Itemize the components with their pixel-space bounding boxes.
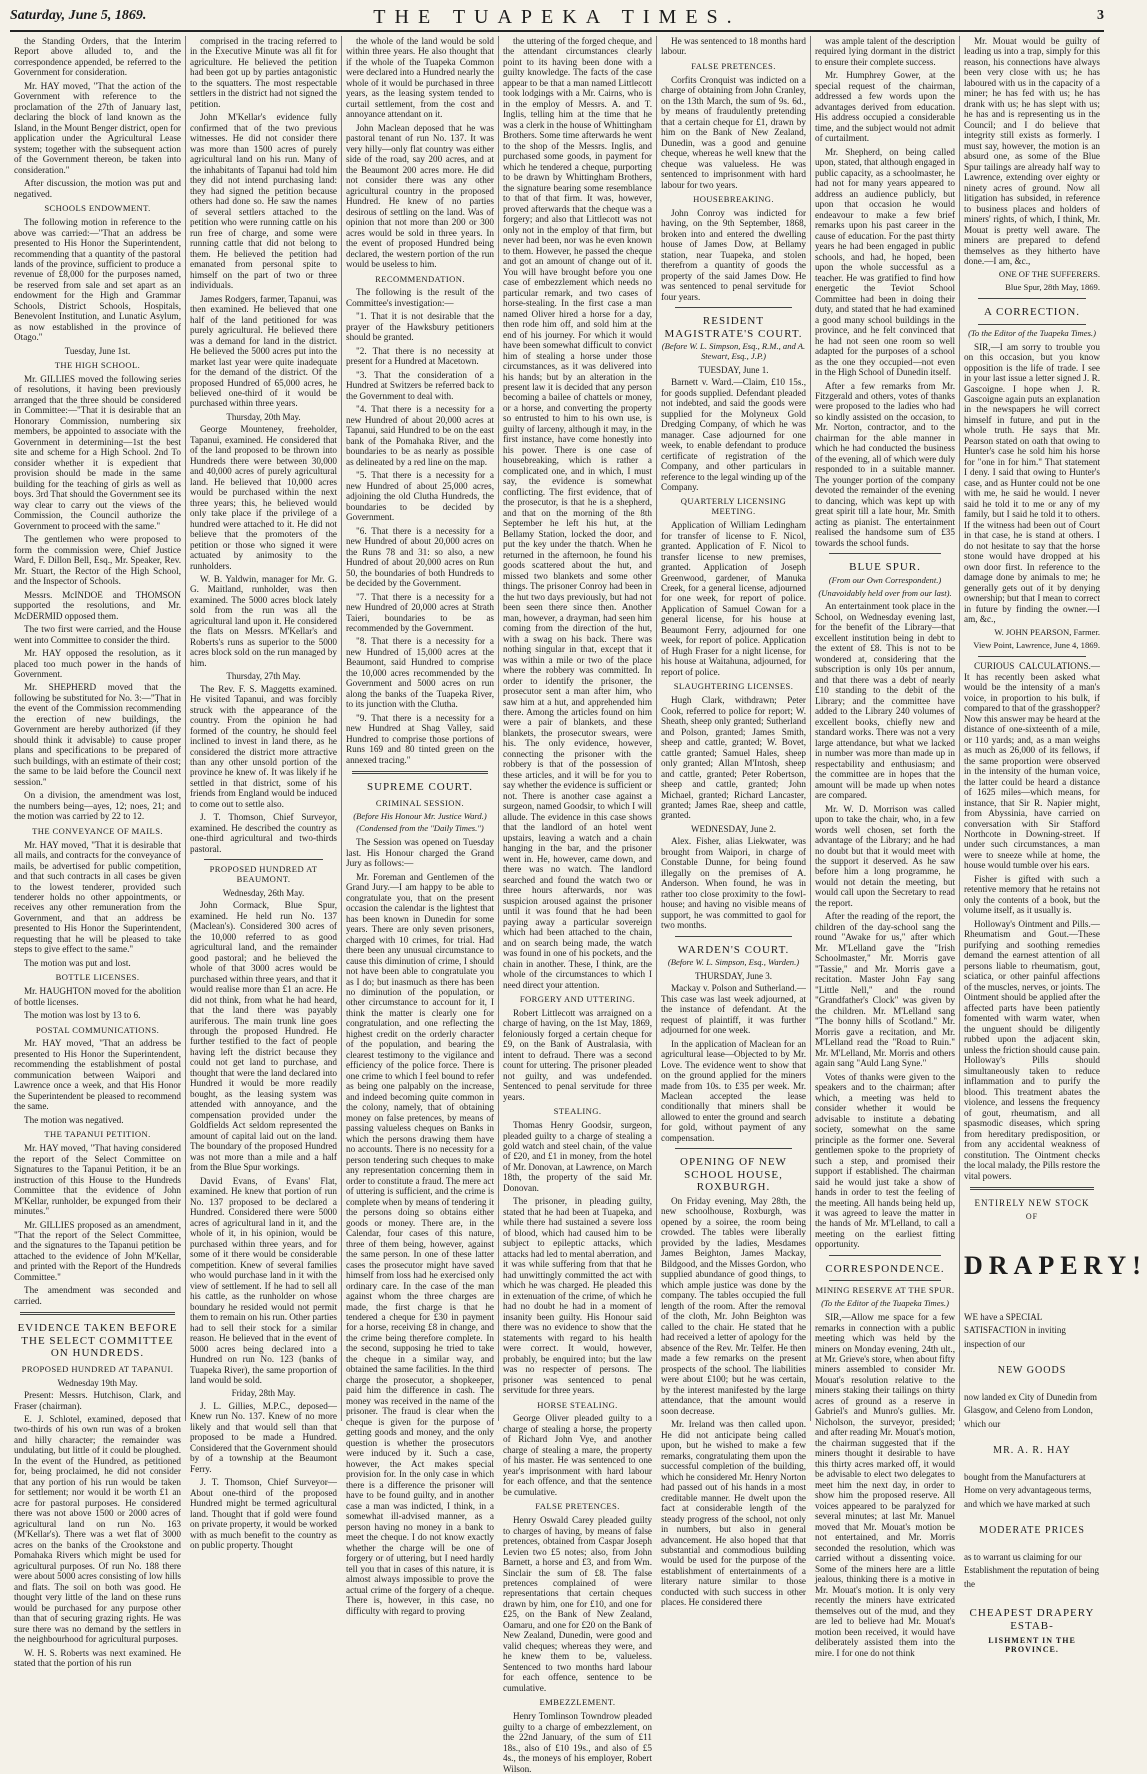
divider [675, 1148, 792, 1149]
divider [978, 324, 1086, 325]
article-paragraph: James Rodgers, farmer, Tapanui, was then examined. He believed that one half of the land petitioned for was purely agricultural. He believed there was a demand for land in the district. He believed the 5000 acres put into the market last year were quite inadequate for the demand of the district. Of the proposed Hundred of 65,000 acres, he believed one-third of it would be purchased within three years. [190, 293, 337, 409]
byline-note: (To the Editor of the Tuapeka Times.) [821, 1298, 949, 1309]
divider [829, 1280, 941, 1281]
drapery-advertisement [964, 1197, 1147, 1655]
article-paragraph: An entertainment took place in the School, on Wednesday evening last, for the benefit of the Library—that excellent institution being in debt to the extent of £8. This is not to be wondered at, considering that the subscription is only 10s per annum, and that there was a debt of nearly £10 standing to the debit of the Library; and the committee have added to the Library 240 volumes of excellent books, chiefly new and standard works. There was not a very large attendance, but what we lacked in number was more than made up in respectability and enthusiasm; and the committee are in hopes that the amount will be made up when notes are compared. [815, 601, 955, 801]
article-paragraph: The gentlemen who were proposed to form the commission were, Chief Justice Ward, F. Dillon Bell, Esq., Mr. Speaker, Rev. Mr. Stuart, the Rector of the High School, and the Inspector of Schools. [14, 534, 181, 587]
article-paragraph: Alex. Fisher, alias Liekwater, was brought from Waipori, in charge of Constable Dunne, for being found illegally on the premises of A. Anderson. When found, he was in rather too close proximity to the fowl-house; and having no visible means of support, he was committed to gaol for two months. [661, 836, 806, 931]
article-paragraph: Henry Oswald Carey pleaded guilty to charges of having, by means of false pretences, obtained from Caspar Joseph Levien two £5 notes; also, from John Barnett, a horse and £3, and from Wm. Sinclair the sum of £8. The false pretences complained of were representations that certain cheques drawn by him, one for £10, and one for £25, on the Bank of New Zealand, Oamaru, and one for £20 on the Bank of New Zealand, Dunedin, were good and valid cheques; whereas they were, and he knew them to be, valueless. Sentenced to two months hard labour for each offence, sentence to be cumulative. [503, 1515, 652, 1693]
article-paragraph: George Mounteney, freeholder, Tapanui, examined. He considered that of the land proposed to be thrown into Hundreds there were between 30,000 and 40,000 acres of purely agricultural land. He believed that 10,000 acres would be purchased within the next three years; this, he believed would only take place if the privilege of a hundred were attached to it. He did not believe that the promoters of the petition or those who signed it were actuated by animosity to the runholders. [190, 424, 337, 571]
article-paragraph: Barnett v. Ward.—Claim, £10 15s., for goods supplied. Defendant pleaded not indebted, and said the goods were supplied for the Molyneux Gold Dredging Company, of which he was manager. Case adjourned for one week, to enable defendant to produce certificate of registration of the Company, and other particulars in reference to the legal winding up of the Company. [661, 377, 806, 492]
section-subheading: MINING RESERVE AT THE SPUR. [815, 1285, 955, 1296]
ad-heading: OF [1025, 1212, 1039, 1222]
ad-heading: ENTIRELY NEW STOCK [974, 1197, 1090, 1208]
byline-note: (Before W. L. Simpson, Esq., R.M., and A. Stewart, Esq., J.P.) [661, 341, 806, 362]
article-paragraph: W. H. S. Roberts was next examined. He stated that the portion of his run [14, 1647, 181, 1669]
column-6 [810, 36, 959, 1658]
article-paragraph: "2. That there is no necessity at present for a Hundred at Macetown. [346, 345, 494, 367]
divider [20, 1312, 175, 1315]
article-paragraph: John M'Kellar's evidence fully confirmed that of the two previous witnesses. He did not consider there was more than 1500 acres of purely agricultural land on his run. Many of the inhabitants of Tapanui had told him they did not intend purchasing land: they had signed the petition because others had done so. He saw the names of several settlers attached to the petition who were running cattle on his run free of charge, and some were running cattle that did not belong to them. He believed the petition had emanated from personal spite to himself on the part of two or three individuals. [190, 112, 337, 291]
article-paragraph: After a few remarks from Mr. Fitzgerald and others, votes of thanks were proposed to the ladies who had so kindly assisted on the occasion, to Mr. Norton, contractor, and to the chairman for the able manner in which he had conducted the business of the evening, all of which were duly responded to in a suitable manner. The younger portion of the company devoted the remainder of the evening to dancing, which was kept up with great spirit till a late hour, Mr. Smith acting as pianist. The entertainment realised the handsome sum of £35 towards the school funds. [815, 380, 955, 548]
ad-text: WE have a SPECIAL SATISFACTION in inviting inspection of our [964, 1311, 1066, 1349]
article-paragraph: Henry Tomlinson Towndrow pleaded guilty to a charge of embezzlement, on the 22nd January, of the sum of £11 18s., also of £10 19s., and also of £5 4s., the moneys of his employer, Robert Wilson. [503, 1711, 652, 1774]
signature: ONE OF THE SUFFERERS. [998, 268, 1100, 279]
article-paragraph: Holloway's Ointment and Pills.—Rheumatism and Gout.—These purifying and soothing remedies demand the earnest attention of all persons liable to rheumatism, gout, sciatica, or other painful affections of the muscles, nerves, or joints. The Ointment should be applied after the affected parts have been patiently fomented with warm water, when the unguent should be diligently rubbed upon the adjacent skin, unless the friction should cause pain. Holloway's Pills should simultaneously taken to reduce inflammation and to purify the blood. This treatment abates the violence, and lessens the frequency of gout, rheumatism, and all spasmodic diseases, which spring from hereditary predisposition, or from any accidental weakness of constitution. The Ointment checks the local malady, the Pills restore the vital powers. [964, 918, 1100, 1181]
section-heading: BLUE SPUR. [849, 561, 921, 574]
section-heading: RECOMMENDATION. [375, 273, 465, 284]
ad-tagline: CHEAPEST DRAPERY ESTAB- [969, 1607, 1095, 1632]
column-3 [341, 36, 498, 1616]
section-heading: HORSE STEALING. [537, 1399, 618, 1410]
byline-note: (Before W. L. Simpson, Esq., Warden.) [667, 957, 800, 968]
article-paragraph: Present: Messrs. Hutchison, Clark, and Fraser (chairman). [14, 1390, 181, 1411]
article-paragraph: Robert Littlecott was arraigned on a charge of having, on the 1st May, 1869, feloniously forged a certain cheque for £9, on the Bank of Australasia, with intent to defraud. There was a second count for uttering. The prisoner pleaded not guilty, and was undefended. Sentenced to penal servitude for three years. [503, 1007, 652, 1102]
article-paragraph: CURIOUS CALCULATIONS.—It has recently been asked what would be the intensity of a man's voice, in proportion to his bulk, if compared to that of the grasshopper? Now this answer may be heard at the distance of one-sixteenth of a mile, or 110 yards; and, as a man weighs as much as 26,000 of its fellows, if the same proportion were observed in the intensity of the human voice, the latter could be heard a distance of 1625 miles—which means, for instance, that Sir R. Napier might, from Abyssinia, have carried on conversation with Sir Stafford Northcote in Downing-street. If under such circumstances, a man were to sneeze while at home, the house would tumble over his ears. [964, 661, 1100, 871]
section-heading: SCHOOLS ENDOWMENT. [44, 203, 151, 214]
article-paragraph: "1. That it is not desirable that the prayer of the Hawksbury petitioners should be granted. [346, 311, 494, 343]
article-paragraph: Mr. HAY moved, "That the action of the Government with reference to the proclamation of the 27th of January last, declaring the block of land known as the Island, in the Mount Benger district, open for application under the Agricultural Lease system; together with the subsequent action of the Government thereon, be taken into consideration." [14, 80, 181, 175]
article-paragraph: "3. That the consideration of a Hundred at Switzers be referred back to the Government to deal with. [346, 369, 494, 401]
ad-subheading: MODERATE PRICES [979, 1525, 1085, 1537]
article-paragraph: The following motion in reference to the above was carried:—"That an address be presented to His Honor the Superintendent, recommending that a quantity of the pastoral lands of the province, sufficient to produce a revenue of £8,000 for the purposes named, be reserved from sale and set apart as an endowment for the High and Grammar Schools, District Schools, Hospitals, Benevolent Institution, and Lunatic Asylum, as now established in the province of Otago." [14, 217, 181, 343]
article-paragraph: He was sentenced to 18 months hard labour. [661, 36, 806, 57]
column-1 [10, 36, 185, 1669]
article-paragraph: Mr. HAY moved, "That an address be presented to His Honor the Superintendent, recommending the establishment of postal communication between Waipori and Lawrence once a week, and that His Honor the Superintendent be pleased to recommend the same. [14, 1038, 181, 1112]
article-paragraph: Mr. HAY opposed the resolution, as it placed too much power in the hands of Government. [14, 648, 181, 679]
date-heading: Thursday, 27th May. [226, 671, 301, 682]
article-paragraph: In the application of Maclean for an agricultural lease—Objected to by Mr. Love. The evidence went to show that on the ground applied for the miners made from 10s. to £35 per week. Mr. Maclean accepted the lease conditionally that miners shall be allowed to enter the ground and search for gold, without payment of any compensation. [661, 1038, 806, 1143]
article-paragraph: Mr. Ireland was then called upon. He did not anticipate being called upon, but he wished to make a few remarks, congratulating them upon the successful completion of the building, which he considered Mr. Henry Norton had passed out of his hands in a most creditable manner. He dwelt upon the fact at considerable length of the steady progress of the school, not only in numbers, but also in general advancement. He also hoped that that substantial and commodious building would be used for the purpose of the establishment of entertainments of a literary nature similar to those conducted with such success in other places. He considered there [661, 1419, 806, 1608]
section-heading: BOTTLE LICENSES. [55, 972, 140, 983]
page-number: 3 [1097, 8, 1104, 23]
section-heading: EMBEZZLEMENT. [539, 1697, 616, 1708]
article-paragraph: Mackay v. Polson and Sutherland.—This case was last week adjourned, at the instance of defendant. At the request of plaintiff, it was further adjourned for one week. [661, 983, 806, 1036]
article-paragraph: John Conroy was indicted for having, on the 9th September, 1868, broken into and entered the dwelling house of James Dow, at Bellamy station, near Tuapeka, and stolen therefrom a quantity of goods the property of the said James Dow. He was sentenced to penal servitude for four years. [661, 207, 806, 302]
article-paragraph: Mr. SHEPHERD moved that the following be substituted for No. 3:—"That in the event of the Commission recommending the erection of new buildings, the Government are hereby authorized (if they should think it advisable) to cause proper plans and specifications to be prepared of such buildings, with an estimate of their cost; the same to be laid before the Council next session." [14, 682, 181, 787]
section-heading: SLAUGHTERING LICENSES. [673, 681, 794, 692]
article-paragraph: The motion was lost by 13 to 6. [24, 1010, 141, 1021]
article-paragraph: The Session was opened on Tuesday last. His Honour charged the Grand Jury as follows:— [346, 837, 494, 869]
ad-text: now landed ex City of Dunedin from Glasgow, and Celeno from London, which our [964, 1391, 1097, 1429]
byline-note: (Condensed from the "Daily Times.") [356, 823, 484, 834]
column-4 [498, 36, 656, 1774]
article-paragraph: John Cormack, Blue Spur, examined. He held run No. 137 (Maclean's). Considered 300 acres of the 10,000 referred to as good agricultural land, and the remainder good pastoral; and he believed the whole of that 3000 acres would be purchased within three years, and that it would realise more than £1 an acre. He did not think, from what he had heard, that the land there was payably auriferous. The main trunk line goes through the proposed Hundred. He further testified to the fact of people having left the district because they could not get land to purchase, and thought that were the land declared into Hundred it would be more readily bought, as the leasing system was attended with annoyance, and the compensation provided under the Goldfields Act seldom represented the amount of capital laid out on the land. The boundary of the proposed Hundred was not more than a mile and a half from the Blue Spur workings. [190, 900, 337, 1173]
article-paragraph: Votes of thanks were given to the speakers and to the chairman; after which, a meeting was held to consider whether it would be advisable to institute a debating society, somewhat on the same principle as the former one. Several gentlemen spoke to the propriety of such a step, and promised their support if established. The chairman said he would just take a show of hands in order to test the feeling of the meeting. All hands being held up, it was agreed to leave the matter in the hands of Mr. M'Lelland, to call a meeting on the earliest fitting opportunity. [815, 1071, 955, 1250]
divider [204, 859, 323, 860]
article-paragraph: The two first were carried, and the House went into Committee to consider the third. [14, 624, 181, 645]
article-paragraph: The prisoner, in pleading guilty, stated that he had been at Tuapeka, and while there had sustained a severe loss of blood, which had caused him to be subject to epileptic attacks, which attacks had led to mental aberration, and it was while suffering from that that he had unwittingly committed the act with which he was charged. He pleaded this in extenuation of the crime, of which he had no doubt he had in a moment of insanity been guilty. His Honour said there was no evidence to show that the statements with regard to his health were correct. It would, however, probably, be enquired into; but the law was no respecter of persons. The prisoner was sentenced to penal servitude for three years. [503, 1196, 652, 1396]
masthead [10, 6, 1104, 32]
article-paragraph: "7. That there is a necessity for a new Hundred of 20,000 acres at Strath Taieri, boundaries to be as recommended by the Government. [346, 591, 494, 633]
article-paragraph: John Maclean deposed that he was pastoral tenant of run No. 137. It was very hilly—only flat country was either side of the road, say 200 acres, and at the Beaumont 200 acres more. He did not consider there was any other agricultural country in the proposed Hundred. He knew of no parties desirous of settling on the land. Was of opinion that not more than 200 or 300 acres would be sold in three years. In the event of proposed Hundred being declared, the western portion of the run would be useless to him. [346, 122, 494, 270]
article-paragraph: Mr. HAUGHTON moved for the abolition of bottle licenses. [14, 986, 181, 1007]
section-heading: QUARTERLY LICENSING MEETING. [680, 496, 787, 517]
article-paragraph: W. B. Yaldwin, manager for Mr. G. G. Maitland, runholder, was then examined. The 5000 acres block lately sold from the run was all the agricultural land upon it. He considered the flats on Messrs. M'Kellar's and Roberts's runs as superior to the 5000 acres block sold on the run managed by him. [190, 573, 337, 668]
byline-note: (From our Own Correspondent.) [828, 574, 942, 585]
divider [970, 1187, 1094, 1190]
section-heading: RESIDENT MAGISTRATE'S COURT. [664, 315, 803, 340]
article-paragraph: was ample talent of the description required lying dormant in the district to ensure their complete success. [815, 36, 955, 67]
date-heading: TUESDAY, June 1. [698, 364, 769, 375]
date-heading: Thursday, 20th May. [226, 411, 301, 422]
article-paragraph: SIR,—Allow me space for a few remarks in connection with a public meeting which was held by the miners on Monday evening, 24th ult., at Mr. Grieve's store, when about fifty miners assembled to consider Mr. Mouat's resolution relative to the miners staking their tailings on thirty acres of ground as a reserve in Gabriel's and Munro's gullies. Mr. Nicholson, the surveyor, presided; and after reading Mr. Mouat's motion, the chairman suggested that if the miners thought it desirable to have this thirty acres marked off, it would be advisable to elect two delegates to meet him the next day, in order to show him the proposed reserve. All voices appeared to be paralyzed for several minutes; at last Mr. Manuel moved that Mr. Mouat's motion be not entertained, and Mr. Morris seconded the resolution, which was carried without a dissenting voice. Some of the miners here are a little jealous, thinking there is a motive in Mr. Mouat's motion. It is only very recently the miners have extricated themselves out of the mud, and they are led to believe had Mr. Mouat's motion been received, it would have deliberately assisted them into the mire. I for one do not think [815, 1312, 955, 1658]
column-2 [185, 36, 341, 1551]
article-paragraph: On a division, the amendment was lost, the numbers being—ayes, 12; noes, 21; and the motion was carried by 22 to 12. [14, 790, 181, 822]
article-paragraph: "5. That there is a necessity for a new Hundred of about 25,000 acres, adjoining the old Clutha Hundreds, the boundaries to be decided by Government. [346, 470, 494, 523]
ad-subheading: MR. A. R. HAY [993, 1445, 1071, 1457]
article-paragraph: Hugh Clark, withdrawn; Peter Cook, referred to police for report; W. Sheath, sheep only granted; Sutherland and Polson, granted; James Smith, sheep and cattle, granted; W. Bovet, cattle granted; Samuel Hales, sheep only granted; Allan M'Intosh, sheep and cattle, granted; Peter Robertson, sheep and cattle, granted; John Michael, granted; Richard Lancaster, granted; James Rae, sheep and cattle, granted. [661, 695, 806, 821]
date-heading: Wednesday, 26th May. [222, 887, 305, 898]
article-paragraph: Mr. Humphrey Gower, at the special request of the chairman, addressed a few words upon the advantages derived from education. His address occupied a considerable time, and the subject would not admit of curtailment. [815, 70, 955, 144]
section-heading: SUPREME COURT. [366, 781, 474, 794]
section-heading: WARDEN'S COURT. [677, 943, 790, 956]
column-5 [656, 36, 810, 1608]
article-paragraph: The motion was negatived. [24, 1114, 124, 1125]
section-heading: HOUSEBREAKING. [693, 194, 774, 205]
article-paragraph: Fisher is gifted with such a retentive memory that he retains not only the contents of a book, but the volume itself, as it usually is. [964, 873, 1100, 916]
signature: W. JOHN PEARSON, Farmer. [994, 626, 1100, 637]
section-heading: FALSE PRETENCES. [535, 1501, 620, 1512]
section-heading: PROPOSED HUNDRED AT BEAUMONT. [209, 864, 318, 885]
ad-text: as to warrant us claiming for our Establishment the reputation of being the [964, 1551, 1099, 1589]
date-heading: Friday, 28th May. [231, 1388, 296, 1399]
article-paragraph: "6. That there is a necessity for a new Hundred of about 20,000 acres on the Runs 78 and 31: so also, a new Hundred of about 20,000 acres on Run 50, the boundaries of both Hundreds to be decided by the Government. [346, 525, 494, 589]
article-paragraph: "8. That there is a necessity for a new Hundred of 15,000 acres at the Beaumont, said Hundred to comprise the 10,000 acres recommended by the Government and 5000 acres on run along the banks of the Tuapeka River, to its junction with the Clutha. [346, 636, 494, 710]
article-paragraph: J. T. Thomson, Chief Surveyor—About one-third of the proposed Hundred might be termed agricultural land. Thought that if gold were found on private property, it would be worked with as much benefit to the country as on public property. Thought [190, 1477, 337, 1551]
ad-subheading: NEW GOODS [997, 1365, 1067, 1377]
section-heading: THE TAPANUI PETITION. [44, 1129, 151, 1140]
article-paragraph: the uttering of the forged cheque, and the attendant circumstances clearly point to its having been done with a guilty knowledge. The facts of the case appear to be that a man named Littlecott took lodgings with a Mr. Cairns, who is in the employ of Messrs. A. and T. Inglis, telling him at the time that he was a clerk in the house of Whittingham Brothers. Some time afterwards he went to the shop of the Messrs. Inglis, and purchased some goods, in payment for which he tendered a cheque, purporting to be drawn by Whittingham Brothers, the signature bearing some resemblance to that of that firm. It was, however, proved afterwards that the cheque was a forgery; and also that Littlecott was not only not in the employ of that firm, but never had been, nor was he even known to them. However, he passed the cheque and got an amount of change out of it. You will have brought before you one case of embezzlement which needs no particular remark, and two cases of horse-stealing. In the first case a man named Oliver hired a horse for a day, then rode him off, and sold him at the end of his journey. For which it would have been somewhat difficult to convict him of stealing a horse under those circumstances, as it was delivered into his hands; but by an alteration in the present law it is decided that any person becoming a bailee of chattels or money, or a horse, and converting the property so entrusted to him to his own use, is guilty of larceny, although it may, in the first instance, have come honestly into his power. There is one case of housebreaking, which is rather a complicated one, and in which, I must say, the evidence is somewhat conflicting. The first evidence, that of the prosecutor, is that he is a shepherd, and that on the morning of the 8th September he left his hut, at the Bellamy Station, locked the door, and put the key under the thatch. When he returned in the afternoon, he found his goods scattered about the hut, and missed two blankets and some other things. The prisoner Conroy had been in the hut two days previously, but had not been seen there since then. Another man, however, a drayman, had seen him coming from the direction of the hut, with a swag on his back. There was nothing singular in that, except that it was within a mile or two of the place where the robbery was committed. In order to identify the prisoner, the prosecutor sent a man after him, who saw him at a hut, and apprehended him there. Among the articles found on him were a pair of blankets, and these blankets, the prosecutor swears, were his. The only evidence, however, connecting the prisoner with the robbery is that of the possession of these articles, and it will be for you to say whether the evidence is sufficient or not. There is another case against a surgeon, named Goodsir, to which I will allude. The evidence in this case shows that the landlord of an hotel went upstairs, leaving a watch and a chain hanging in the bar, and the prisoner went in. He, however, came down, and there was no watch. The landlord searched and found the watch two or three hours afterwards, nor was suspicion aroused against the prisoner until it was found that he had been paying away a particular sovereign which had been attached to the chain, and on search being made, the watch was found in one of his pockets, and the chain in another. These, I think, are the whole of the circumstances to which I need direct your attention. [503, 36, 652, 990]
article-paragraph: On Friday evening, May 28th, the new schoolhouse, Roxburgh, was opened by a soiree, the room being crowded. The tables were liberally provided by the ladies, Mesdames James Beighton, James Mackay, Bildgood, and the Misses Gordon, who supplied abundance of good things, to which ample justice was done by the company. The tables occupied the full length of the room. After the removal of the cloth, Mr. John Beighton was called to the chair. He stated that he had received a letter of apology for the absence of the Rev. Mr. Telfer. He then made a few remarks on the present prospects of the school. The liabilities were about £100; but he was certain, by the interest manifested by the large attendance, that the amount would soon decrease. [661, 1196, 806, 1416]
article-paragraph: Mr. Shepherd, on being called upon, stated, that although engaged in public capacity, as a schoolmaster, he had not for many years appeared to address an audience publicly, but upon that occasion he would endeavour to make a few brief remarks upon his past career in the cause of education. For the past thirty years he had been engaged in public schools, and had, he hoped, been upon the whole successful as a teacher. He was gratified to find how energetic the Teviot School Committee had been in doing their duty, and stated that he had examined a good many school buildings in the province, and he felt convinced that he had not seen one room so well adapted for the purposes of a school as the one they occupied—not even in the High School of Dunedin itself. [815, 146, 955, 378]
ad-tagline: LISHMENT IN THE PROVINCE. [988, 1636, 1076, 1655]
article-paragraph: Application of William Ledingham for transfer of license to F. Nicol, granted. Application of F. Nicol to transfer license to new premises, granted. Application of Joseph Greenwood, gardener, of Manuka Creek, for a general license, adjourned for one week, for report of police. Application of Samuel Cowan for a general license, for his house at Beaumont Ferry, adjourned for one week, for report of police. Application of Hugh Fraser for a night license, for his house at Waitahuna, adjourned, for report of police. [661, 520, 806, 677]
newspaper-title: THE TUAPEKA TIMES. [373, 6, 741, 28]
article-paragraph: SIR,—I am sorry to trouble you on this occasion, but you know opposition is the life of trade. I see in your last issue a letter signed J. R. Gascoigne. I hope when J. R. Gascoigne again puts an explanation in the newspapers he will correct himself in future, and put in the whole truth. He says that Mr. Pearson stated on oath that owing to Hunter's case he sold him his horse for "one in for him." That statement I deny. I said that owing to Hunter's case, and as Hunter could not be one with me, he said he would. I never said he told it to me or any of my family, but I said he told it to others. If the witness had been out of Court in that case, he is stand at others. I do not hesitate to say that the horse stone would have dropped at his own door first. In reference to the damage done by animals to me; he generally gets out of it by denying ownership; but that I mean to correct in future by finding the owner.—I am, &c., [964, 341, 1100, 625]
divider [675, 936, 792, 937]
ad-text: bought from the Manufacturers at Home on very advantageous terms, and which we have marked at such [964, 1471, 1092, 1509]
divider [352, 771, 488, 774]
column-7 [959, 36, 1147, 1655]
section-heading: FORGERY AND UTTERING. [519, 994, 636, 1005]
article-paragraph: After discussion, the motion was put and negatived. [14, 178, 181, 199]
byline-note: (To the Editor of the Tuapeka Times.) [968, 327, 1096, 338]
section-heading: THE CONVEYANCE OF MAILS. [32, 825, 163, 836]
article-paragraph: Mr. GILLIES moved the following series of resolutions, it having been previously arranged that the three should be considered in Committee:—"That it is desirable that an Honorary Commission, numbering six members, be appointed to associate with the Government in determining—1st the best site and scheme for a High School. 2nd To consider whether it is expedient that provision should be made in the same building for the teaching of girls as well as boys. 3rd That should the Government see its way clear to carry out the views of the Commission, the Council authorize the Government to proceed with the same." [14, 373, 181, 531]
byline-note: (Before His Honour Mr. Justice Ward.) [353, 810, 487, 821]
article-paragraph: J. T. Thomson, Chief Surveyor, examined. He described the country as one-third agricultural and two-thirds pastoral. [190, 812, 337, 854]
article-paragraph: the whole of the land would be sold within three years. He also thought that if the whole of the Tuapeka Common were declared into a Hundred nearly the whole of it would be purchased in three years, as the leasing system tended to curtail settlement, from the cost and annoyance attendant on it. [346, 36, 494, 120]
section-heading: THE HIGH SCHOOL. [54, 360, 141, 371]
section-subheading: PROPOSED HUNDRED AT TAPANUI. [21, 1363, 174, 1374]
divider [829, 1255, 941, 1256]
ad-title: DRAPERY! [964, 1251, 1147, 1281]
section-heading: POSTAL COMMUNICATIONS. [35, 1024, 160, 1035]
article-paragraph: Thomas Henry Goodsir, surgeon, pleaded guilty to a charge of stealing a gold watch and steel chain, of the value of £20, and £1 in money, from the hotel of Mr. Donovan, at Lawrence, on March 18th, the property of the said Mr. Donovan. [503, 1120, 652, 1193]
signature-place: Blue Spur, 28th May, 1869. [1005, 282, 1100, 293]
section-heading: FALSE PRETENCES. [691, 60, 776, 71]
article-paragraph: J. L. Gillies, M.P.C., deposed—Knew run No. 137. Knew of no more likely and that would sell than that proposed to be made a Hundred. Considered that the Government should by of a township at the Beaumont Ferry. [190, 1400, 337, 1474]
article-paragraph: Messrs. McINDOE and THOMSON supported the resolutions, and Mr. McDERMID opposed them. [14, 589, 181, 621]
section-subheading: CRIMINAL SESSION. [375, 797, 465, 808]
article-paragraph: Mr. Foreman and Gentlemen of the Grand Jury.—I am happy to be able to congratulate you, that on the present occasion the calendar is the lightest that has been known in Dunedin for some years. There are only seven prisoners, charged with 10 crimes, for trial. Had there been any unusual circumstance to cause this diminution of crime, I should not have been able to congratulate you as I do; but inasmuch as there has been no diminution of the population, or other circumstance to account for it, I think the matter is clearly one for congratulation, and one reflecting the highest credit on the orderly character of the population, and bearing the clearest testimony to the vigilance and efficiency of the police force. There is one crime to which I feel bound to refer as being one palpably on the increase, and indeed becoming quite common in the colony, namely, that of obtaining money on false pretences, by means of passing valueless cheques on Banks in which the persons drawing them have no accounts. There is no necessity for a person tendering such cheques to make any representation concerning them in order to constitute a fraud. The mere act of uttering is sufficient, and the crime is complete when by means of tendering it the persons doing so obtains either goods or money. There are, in the Calendar, four cases of this nature, three of them being, however, against the same person. In one of these latter cases the prosecutor might have saved himself from loss had he exercised only ordinary care. In the case of the man against whom the three charges are made, the first charge is that he tendered a cheque for £30 in payment for a horse, receiving £8 in change, and the crime being therefore complete. In the second, supposing he tried to take the cheque in a similar way, and obtained the same facilities. In the third charge the prosecutor, a shopkeeper, paid him the difference in cash. The money was received in the name of the prisoner. The fraud is clear when the cheque is given for the purpose of getting goods and money, and the only question is whether the prosecutors were induced by it. Such a case, however, the Act makes special provision for. In the only case in which there is a difference the prisoner will have to be found guilty, and in another case a man was indicted, I think, in a somewhat ill-advised manner, as a person having no money in a bank to meet the cheque. I do not know exactly whether the charge will be one of forgery or of uttering, but I need hardly tell you that in cases of this nature, it is almost always impossible to prove the actual crime of the forgery of a cheque. There is, however, in this case, no difficulty with regard to proving [346, 871, 494, 1616]
date-heading: Wednesday 19th May. [57, 1377, 138, 1388]
article-paragraph: After the reading of the report, the children of the day-school sang the round "Awake for us," after which Mr. M'Lelland gave the "Irish Schoolmaster," Mr. Morris gave "Tassie," and Mr. Morris gave a recitation. Master John Fay sang "Little Nell," and the round "Grandfather's Clock" was given by the children. Mr. M'Lelland sang "The bonny hills of Scotland." Mr. Morris gave a recitation, and Mr. M'Lelland read the "Road to Ruin." Mr. M'Lelland, Mr. Morris and others again sang "Auld Lang Syne." [815, 911, 955, 1069]
article-paragraph: Mr. GILLIES proposed as an amendment, "That the report of the Select Committee, and the signatures to the Tapanui petition be attached to the evidence of John M'Kellar, and printed with the Report of the Hundreds Committee." [14, 1219, 181, 1282]
article-paragraph: David Evans, of Evans' Flat, examined. He knew that portion of run No. 137 proposed to be declared a Hundred. Considered there were 5000 acres of agricultural land in it, and the whole of it, in his opinion, would be purchased within three years, and for some of it there would be considerable competition. Knew of several families who would purchase land in it with the view of settlement. If he had to sell all his cattle, as the runholder on whose boundary he resided would not permit them to remain on his run. Other parties had to sell their stock for a similar reason. He believed that in the event of 5000 acres being declared into a Hundred on run No. 123 (banks of Tuapeka River), the same proportion of land would be sold. [190, 1175, 337, 1385]
date-heading: Tuesday, June 1st. [64, 345, 131, 356]
article-paragraph: Mr. Mouat would be guilty of leading us into a trap, simply for this reason, his connections have always been very close with us; he has laboured with us in the capacity of a miner; he has fed with us; he has drank with us; he has slept with us; he has and is representing us in the Council; and I do believe that integrity still exists as formerly. I must say, however, the motion is an absurd one, as some of the Blue Spur tailings are already half way to Lawrence, extending over eighty or ninety acres of ground. Now all litigation has subsided, in reference to business places and holders of miners' rights, of which, I think, Mr. Mouat is pretty well aware. The miners are prepared to defend themselves as they hitherto have done.—I am, &c., [964, 36, 1100, 267]
article-paragraph: Mr. HAY moved, "That it is desirable that all mails, and contracts for the conveyance of mails, be advertised for public competition, and that such contracts in all cases be given to the lowest tenderer, provided such tenderer holds no other appointments, or receives any other remuneration from the Government, and that an address be presented to His Honor the Superintendent, requesting that he will be pleased to take steps to give effect to the same." [14, 839, 181, 955]
section-heading: OPENING OF NEW SCHOOL HOUSE, ROXBURGH. [680, 1156, 787, 1194]
article-paragraph: The amendment was seconded and carried. [14, 1285, 181, 1306]
article-paragraph: The motion was put and lost. [24, 957, 131, 968]
section-heading: A CORRECTION. [983, 306, 1081, 319]
divider [978, 656, 1086, 657]
date-heading: THURSDAY, June 3. [694, 970, 772, 981]
article-paragraph: Corfits Cronquist was indicted on a charge of obtaining from John Cranley, on the 13th March, the sum of 9s. 6d., by means of fraudulently pretending that a certain cheque for £1, drawn by him on the Bank of New Zealand, Dunedin, was a good and genuine cheque, whereas he well knew that the cheque was valueless. He was sentenced to imprisonment with hard labour for two years. [661, 74, 806, 190]
article-paragraph: George Oliver pleaded guilty to a charge of stealing a horse, the property of Richard John Vye, and another charge of stealing a mare, the property of his master. He was sentenced to one year's imprisonment with hard labour for each offence, and that the sentence be cumulative. [503, 1413, 652, 1497]
article-paragraph: "4. That there is a necessity for a new Hundred of about 20,000 acres at Tapanui, said Hundred to be on the east bank of the Pomahaka River, and the boundaries to be as nearly as possible as delineated by a red line on the map. [346, 404, 494, 467]
signature-place: View Point, Lawrence, June 4, 1869. [973, 640, 1100, 651]
article-paragraph: E. J. Schlotel, examined, deposed that two-thirds of his own run was of a broken and hilly character; the remainder was undulating, but little of it could be ploughed. In the event of the Hundred, as petitioned for, being proclaimed, he did not consider that any portion of his run would be taken for settlement; nor would it be worth £1 an acre for pastoral purposes. He considered there was not above 1500 or 2000 acres of agricultural land on run No. 163 (M'Kellar's). There was a wet flat of 3000 acres on the banks of the Crookstone and Pomahaka Rivers which might be used for agricultural purposes. Of run No. 188 there were about 5000 acres consisting of low hills and flats. The soil on both was good. He thought very little of the land on these runs would be purchased for any purpose other than that of securing grazing rights. He was sure there was no demand by the settlers in the neighbourhood for agricultural purposes. [14, 1413, 181, 1645]
byline-note: (Unavoidably held over from our last). [818, 587, 952, 598]
section-heading: CORRESPONDENCE. [825, 1262, 945, 1275]
article-paragraph: "9. That there is a necessity for a new Hundred at Shag Valley, said Hundred to comprise those portions of Runs 169 and 80 tinted green on the annexed tracing." [346, 712, 494, 765]
article-paragraph: The following is the result of the Committee's investigation:— [346, 287, 494, 308]
divider [675, 307, 792, 308]
section-heading: STEALING. [553, 1106, 602, 1117]
article-paragraph: the Standing Orders, that the Interim Report above alluded to, and the correspondence appended, be referred to the Government for consideration. [14, 36, 181, 78]
article-paragraph: Mr. W. D. Morrison was called upon to take the chair, who, in a few words well chosen, set forth the advantage of the Library; and he had no doubt but that it would meet with the support it deserved. As he saw before him a long programme, he would not detain the meeting, but would call upon the Secretary to read the report. [815, 803, 955, 908]
article-paragraph: The Rev. F. S. Maggetts examined. He visited Tapanui, and was forcibly struck with the appearance of the country. From the opinion he had formed of the country, he should feel inclined to invest in land there, as he considered the district more attractive than any other unsold portion of the province he knew of. It was likely if he settled in that district, some of his friends from England would be induced to come out to settle also. [190, 683, 337, 809]
issue-date: Saturday, June 5, 1869. [10, 8, 147, 23]
article-paragraph: Mr. HAY moved, "That having considered the report of the Select Committee on Signatures to the Tapanui Petition, it be an instruction of this House to the Hundreds Committee that the evidence of John M'Kellar, runholder, be expunged from their minutes." [14, 1143, 181, 1217]
date-heading: WEDNESDAY, June 2. [690, 823, 776, 834]
divider [829, 553, 941, 554]
divider [978, 298, 1086, 299]
section-heading: EVIDENCE TAKEN BEFORE THE SELECT COMMITTEE ON HUNDREDS. [17, 1322, 178, 1360]
article-paragraph: comprised in the tracing referred to in the Executive Minute was all fit for agriculture. He believed the petition had been got up by parties antagonistic to the squatters. The most respectable settlers in the district had not signed the petition. [190, 36, 337, 109]
